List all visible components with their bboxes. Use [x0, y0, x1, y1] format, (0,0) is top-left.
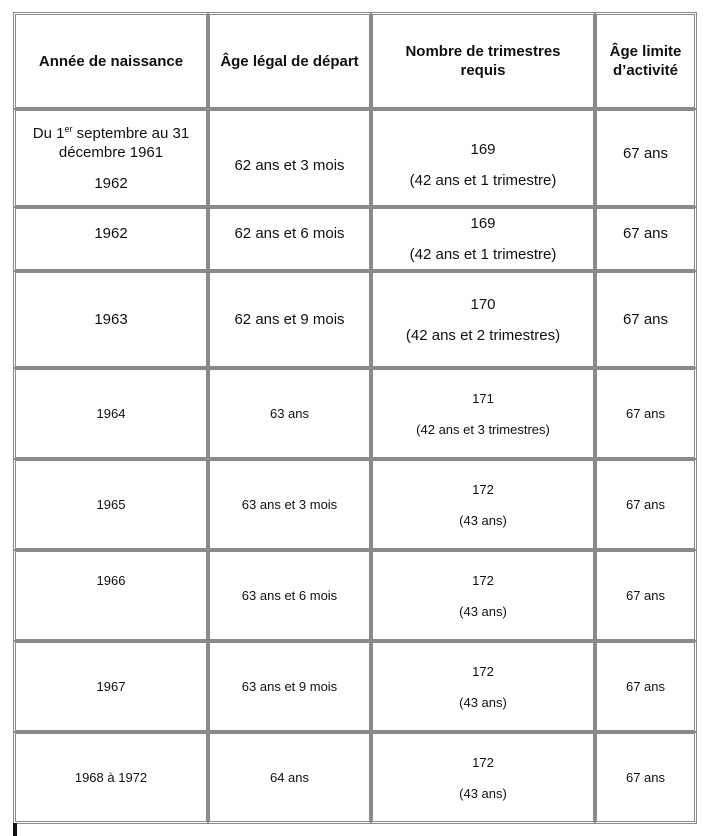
header-legal-age: [207, 12, 372, 110]
row8-limit-age-text: 67 ans: [625, 770, 666, 785]
row7-birth-year: [13, 640, 209, 733]
row4-legal-age: [207, 367, 372, 460]
row1-birth-suffix: septembre au 31: [72, 124, 190, 142]
row1-limit-age-text: 67 ans: [622, 144, 669, 162]
row3-quarters-count: 170: [470, 295, 496, 313]
row2-quarters-detail: (42 ans et 1 trimestre): [409, 246, 557, 263]
row1-legal-age: [207, 108, 372, 208]
row7-quarters-detail: (43 ans): [459, 694, 507, 710]
row6-quarters: [370, 549, 596, 642]
row5-legal-age: [207, 458, 372, 551]
row3-birth-text: 1963: [94, 311, 128, 328]
row1-birth-line1: [33, 124, 189, 143]
header-limit-line2: d’activité: [612, 62, 679, 79]
row4-quarters-count: 171: [472, 390, 494, 406]
retirement-age-table: [13, 12, 697, 824]
row1-quarters: [370, 108, 596, 208]
row5-quarters: [370, 458, 596, 551]
row2-limit-age-text: 67 ans: [622, 224, 669, 242]
header-birth-year: [13, 12, 209, 110]
header-legal-age-text: Âge légal de départ: [220, 52, 359, 70]
row8-quarters-count: 172: [472, 754, 494, 770]
row3-limit-age-text: 67 ans: [622, 311, 669, 328]
row4-quarters-detail: (42 ans et 3 trimestres): [416, 421, 550, 437]
row7-quarters: [370, 640, 596, 733]
row1-legal-age-text: 62 ans et 3 mois: [234, 156, 345, 174]
row8-birth-text: 1968 à 1972: [74, 770, 148, 785]
row8-legal-age-text: 64 ans: [269, 770, 310, 785]
header-limit-age: [594, 12, 697, 110]
row3-quarters: [370, 270, 596, 369]
row2-limit-age: [594, 206, 697, 272]
text-cursor-bar: [13, 823, 17, 836]
row3-legal-age-text: 62 ans et 9 mois: [234, 311, 345, 328]
row1-birth-line3: 1962: [94, 174, 128, 192]
row1-birth-prefix: Du 1: [32, 124, 65, 142]
row3-birth-year: [13, 270, 209, 369]
row1-birth-year: [13, 108, 209, 208]
row2-quarters: [370, 206, 596, 272]
row8-limit-age: [594, 731, 697, 824]
page-bottom-rule: [13, 823, 697, 824]
row4-limit-age: [594, 367, 697, 460]
header-quarters: [370, 12, 596, 110]
row7-limit-age: [594, 640, 697, 733]
row4-limit-age-text: 67 ans: [625, 406, 666, 421]
row6-quarters-count: 172: [472, 572, 494, 588]
header-limit-line1: Âge limite: [609, 43, 682, 60]
row5-birth-text: 1965: [96, 497, 126, 512]
row3-legal-age: [207, 270, 372, 369]
row5-birth-year: [13, 458, 209, 551]
row8-quarters-detail: (43 ans): [459, 785, 507, 801]
row6-limit-age-text: 67 ans: [625, 588, 666, 603]
row2-legal-age: [207, 206, 372, 272]
row7-legal-age: [207, 640, 372, 733]
row4-birth-text: 1964: [96, 406, 126, 421]
row2-legal-age-text: 62 ans et 6 mois: [234, 224, 345, 242]
row5-legal-age-text: 63 ans et 3 mois: [241, 497, 338, 512]
row8-birth-year: [13, 731, 209, 824]
row2-quarters-count: 169: [470, 215, 496, 232]
row6-limit-age: [594, 549, 697, 642]
row5-limit-age-text: 67 ans: [625, 497, 666, 512]
row6-birth-text: 1966: [96, 573, 126, 588]
row3-limit-age: [594, 270, 697, 369]
row5-limit-age: [594, 458, 697, 551]
row5-quarters-detail: (43 ans): [459, 512, 507, 528]
row4-legal-age-text: 63 ans: [269, 406, 310, 421]
header-birth-year-text: Année de naissance: [38, 52, 184, 70]
row4-birth-year: [13, 367, 209, 460]
row7-limit-age-text: 67 ans: [625, 679, 666, 694]
row4-quarters: [370, 367, 596, 460]
row8-legal-age: [207, 731, 372, 824]
row8-quarters: [370, 731, 596, 824]
row2-birth-text: 1962: [94, 224, 128, 242]
row7-birth-text: 1967: [96, 679, 126, 694]
row1-birth-line2: décembre 1961: [58, 143, 164, 161]
row1-quarters-detail: (42 ans et 1 trimestre): [409, 172, 557, 189]
row2-birth-year: [13, 206, 209, 272]
row7-legal-age-text: 63 ans et 9 mois: [241, 679, 338, 694]
row1-limit-age: [594, 108, 697, 208]
header-quarters-line1: Nombre de trimestres: [405, 43, 561, 60]
row7-quarters-count: 172: [472, 663, 494, 679]
row6-legal-age: [207, 549, 372, 642]
row5-quarters-count: 172: [472, 481, 494, 497]
row6-legal-age-text: 63 ans et 6 mois: [241, 588, 338, 603]
row6-quarters-detail: (43 ans): [459, 603, 507, 619]
row1-quarters-count: 169: [470, 141, 496, 158]
row3-quarters-detail: (42 ans et 2 trimestres): [405, 326, 561, 344]
row6-birth-year: [13, 549, 209, 642]
header-quarters-line2: requis: [460, 62, 506, 79]
row1-birth-sup: er: [64, 123, 73, 134]
